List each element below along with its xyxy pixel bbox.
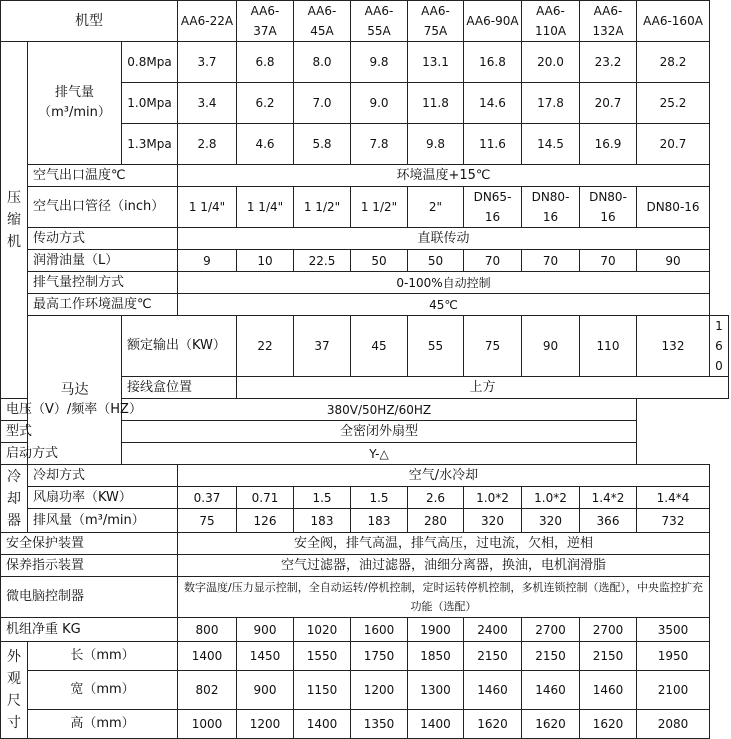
safety-value: 安全阀，排气高温，排气高压，过电流，欠相，逆相 (178, 533, 710, 555)
value-cell: 1.0*2 (522, 487, 580, 509)
motor-power-label: 额定输出（KW） (122, 316, 237, 377)
model-cell: AA6-110A (522, 1, 580, 42)
value-cell: 2100 (637, 671, 710, 710)
value-cell: 1450 (237, 642, 294, 671)
value-cell: 2.6 (408, 487, 464, 509)
value-cell: 50 (408, 250, 464, 272)
voltage-value: 380V/50HZ/60HZ (122, 399, 637, 421)
value-cell: 732 (637, 509, 710, 533)
value-cell: DN80-16 (580, 187, 637, 228)
value-cell: 9.0 (351, 83, 408, 124)
max-temp-label: 最高工作环境温度℃ (28, 294, 178, 316)
pressure-cell: 1.0Mpa (122, 83, 178, 124)
value-cell: 0.37 (178, 487, 237, 509)
value-cell: 90 (637, 250, 710, 272)
header-row (1, 1, 729, 42)
drive-row (1, 228, 729, 250)
model-cell: AA6-55A (351, 1, 408, 42)
value-cell: 22.5 (294, 250, 351, 272)
value-cell: 14.5 (522, 124, 580, 165)
pressure-cell: 0.8Mpa (122, 42, 178, 83)
voltage-row (1, 399, 729, 421)
voltage-label: 电压（V）/频率（HZ） (1, 399, 122, 421)
value-cell: 23.2 (580, 42, 637, 83)
weight-label: 机组净重 KG (1, 618, 178, 642)
fan-power-row (1, 487, 729, 509)
motor-type-row (1, 421, 729, 443)
value-cell: 1 1/4" (178, 187, 237, 228)
value-cell: 1150 (294, 671, 351, 710)
group-cooler: 冷却器 (1, 465, 28, 533)
value-cell: 4.6 (237, 124, 294, 165)
model-cell: AA6-75A (408, 1, 464, 42)
value-cell: 110 (580, 316, 637, 377)
value-cell: 320 (464, 509, 522, 533)
model-cell: AA6-160A (637, 1, 710, 42)
value-cell: 1460 (580, 671, 637, 710)
safety-label: 安全保护装置 (1, 533, 178, 555)
width-label: 宽（mm） (28, 671, 178, 710)
value-cell: 9.8 (408, 124, 464, 165)
value-cell: 802 (178, 671, 237, 710)
value-cell: 320 (522, 509, 580, 533)
height-label: 高（mm） (28, 710, 178, 739)
model-cell: AA6-22A (178, 1, 237, 42)
motor-type-label: 型式 (1, 421, 122, 443)
drive-value: 直联传动 (178, 228, 710, 250)
value-cell: 1350 (351, 710, 408, 739)
value-cell: 1 1/2" (351, 187, 408, 228)
value-cell: 126 (237, 509, 294, 533)
value-cell: 6.8 (237, 42, 294, 83)
value-cell: 17.8 (522, 83, 580, 124)
cooling-value: 空气/水冷却 (178, 465, 710, 487)
value-cell: 20.0 (522, 42, 580, 83)
value-cell: 75 (178, 509, 237, 533)
start-value: Y-△ (122, 443, 637, 465)
value-cell: 90 (522, 316, 580, 377)
maintenance-value: 空气过滤器，油过滤器，油细分离器，换油，电机润滑脂 (178, 555, 710, 577)
value-cell: 1000 (178, 710, 237, 739)
value-cell: 1 1/4" (237, 187, 294, 228)
value-cell: 900 (237, 671, 294, 710)
value-cell: 2700 (580, 618, 637, 642)
maintenance-row (1, 555, 729, 577)
value-cell: 1850 (408, 642, 464, 671)
value-cell: 55 (408, 316, 464, 377)
value-cell: 2.8 (178, 124, 237, 165)
value-cell: 1020 (294, 618, 351, 642)
value-cell: 70 (580, 250, 637, 272)
value-cell: 28.2 (637, 42, 710, 83)
max-temp-row (1, 294, 729, 316)
value-cell: 1.4*4 (637, 487, 710, 509)
drive-label: 传动方式 (28, 228, 178, 250)
group-compressor: 压缩机 (1, 42, 28, 399)
max-temp-value: 45℃ (178, 294, 710, 316)
value-cell: 3.7 (178, 42, 237, 83)
length-label: 长（mm） (28, 642, 178, 671)
value-cell: 2400 (464, 618, 522, 642)
outlet-temp-label: 空气出口温度℃ (28, 165, 178, 187)
value-cell: 2150 (522, 642, 580, 671)
start-label: 启动方式 (1, 443, 122, 465)
value-cell: 5.8 (294, 124, 351, 165)
value-cell: 366 (580, 509, 637, 533)
group-dimensions: 外观尺寸 (1, 642, 28, 739)
value-cell: 37 (294, 316, 351, 377)
value-cell: 75 (464, 316, 522, 377)
value-cell: 11.6 (464, 124, 522, 165)
model-cell: AA6-37A (237, 1, 294, 42)
value-cell: DN80-16 (522, 187, 580, 228)
value-cell: 1460 (464, 671, 522, 710)
value-cell: 1600 (351, 618, 408, 642)
controller-label: 微电脑控制器 (1, 577, 178, 618)
outlet-temp-row (1, 165, 729, 187)
controller-row (1, 577, 729, 618)
value-cell: 1950 (637, 642, 710, 671)
pressure-cell: 1.3Mpa (122, 124, 178, 165)
outlet-temp-value: 环境温度+15℃ (178, 165, 710, 187)
value-cell: 900 (237, 618, 294, 642)
value-cell: DN80-16 (637, 187, 710, 228)
fan-power-label: 风扇功率（KW） (28, 487, 178, 509)
value-cell: 45 (351, 316, 408, 377)
start-row (1, 443, 729, 465)
value-cell: 800 (178, 618, 237, 642)
control-value: 0-100%自动控制 (178, 272, 710, 294)
value-cell: 16.9 (580, 124, 637, 165)
value-cell: 16.8 (464, 42, 522, 83)
value-cell: 8.0 (294, 42, 351, 83)
control-row (1, 272, 729, 294)
value-cell: 1750 (351, 642, 408, 671)
value-cell: 1400 (294, 710, 351, 739)
maintenance-label: 保养指示装置 (1, 555, 178, 577)
value-cell: DN65-16 (464, 187, 522, 228)
value-cell: 7.0 (294, 83, 351, 124)
outlet-diameter-label: 空气出口管径（inch） (28, 187, 178, 228)
displacement-label: 排气量（m³/min） (28, 42, 122, 165)
value-cell: 22 (237, 316, 294, 377)
height-row (1, 710, 729, 739)
value-cell: 2150 (580, 642, 637, 671)
value-cell: 1620 (522, 710, 580, 739)
controller-value: 数字温度/压力显示控制，全自动运转/停机控制，定时运转停机控制，多机连锁控制（选配），中央监控扩充功能（选配） (178, 577, 710, 618)
value-cell: 1900 (408, 618, 464, 642)
value-cell: 9 (178, 250, 237, 272)
motor-power-row (1, 316, 729, 377)
value-cell: 10 (237, 250, 294, 272)
safety-row (1, 533, 729, 555)
value-cell: 1400 (178, 642, 237, 671)
weight-row (1, 618, 729, 642)
control-label: 排气量控制方式 (28, 272, 178, 294)
value-cell: 1.5 (294, 487, 351, 509)
value-cell: 1620 (580, 710, 637, 739)
value-cell: 20.7 (637, 124, 710, 165)
value-cell: 70 (522, 250, 580, 272)
model-header: 机型 (1, 1, 178, 42)
value-cell: 70 (464, 250, 522, 272)
value-cell: 1.4*2 (580, 487, 637, 509)
model-cell: AA6-45A (294, 1, 351, 42)
value-cell: 1200 (351, 671, 408, 710)
value-cell: 20.7 (580, 83, 637, 124)
value-cell: 1300 (408, 671, 464, 710)
value-cell: 1550 (294, 642, 351, 671)
value-cell: 1.5 (351, 487, 408, 509)
cooling-row (1, 465, 729, 487)
value-cell: 1400 (408, 710, 464, 739)
width-row (1, 671, 729, 710)
oil-row (1, 250, 729, 272)
junction-value: 上方 (237, 377, 729, 399)
value-cell: 11.8 (408, 83, 464, 124)
value-cell: 183 (351, 509, 408, 533)
length-row (1, 642, 729, 671)
value-cell: 1 1/2" (294, 187, 351, 228)
value-cell: 1460 (522, 671, 580, 710)
motor-type-value: 全密闭外扇型 (122, 421, 637, 443)
value-cell: 2" (408, 187, 464, 228)
junction-label: 接线盒位置 (122, 377, 237, 399)
value-cell: 280 (408, 509, 464, 533)
value-cell: 3500 (637, 618, 710, 642)
displacement-row-08 (1, 42, 729, 83)
value-cell: 7.8 (351, 124, 408, 165)
value-cell: 183 (294, 509, 351, 533)
airflow-label: 排风量（m³/min） (28, 509, 178, 533)
value-cell: 1620 (464, 710, 522, 739)
model-cell: AA6-132A (580, 1, 637, 42)
value-cell: 14.6 (464, 83, 522, 124)
airflow-row (1, 509, 729, 533)
value-cell: 160 (710, 316, 729, 377)
value-cell: 13.1 (408, 42, 464, 83)
value-cell: 3.4 (178, 83, 237, 124)
value-cell: 9.8 (351, 42, 408, 83)
outlet-diameter-row (1, 187, 729, 228)
model-cell: AA6-90A (464, 1, 522, 42)
value-cell: 1.0*2 (464, 487, 522, 509)
group-motor: 马达 (28, 316, 122, 465)
value-cell: 2080 (637, 710, 710, 739)
value-cell: 0.71 (237, 487, 294, 509)
value-cell: 2150 (464, 642, 522, 671)
oil-label: 润滑油量（L） (28, 250, 178, 272)
value-cell: 2700 (522, 618, 580, 642)
value-cell: 50 (351, 250, 408, 272)
value-cell: 1200 (237, 710, 294, 739)
value-cell: 6.2 (237, 83, 294, 124)
value-cell: 25.2 (637, 83, 710, 124)
value-cell: 132 (637, 316, 710, 377)
cooling-label: 冷却方式 (28, 465, 178, 487)
